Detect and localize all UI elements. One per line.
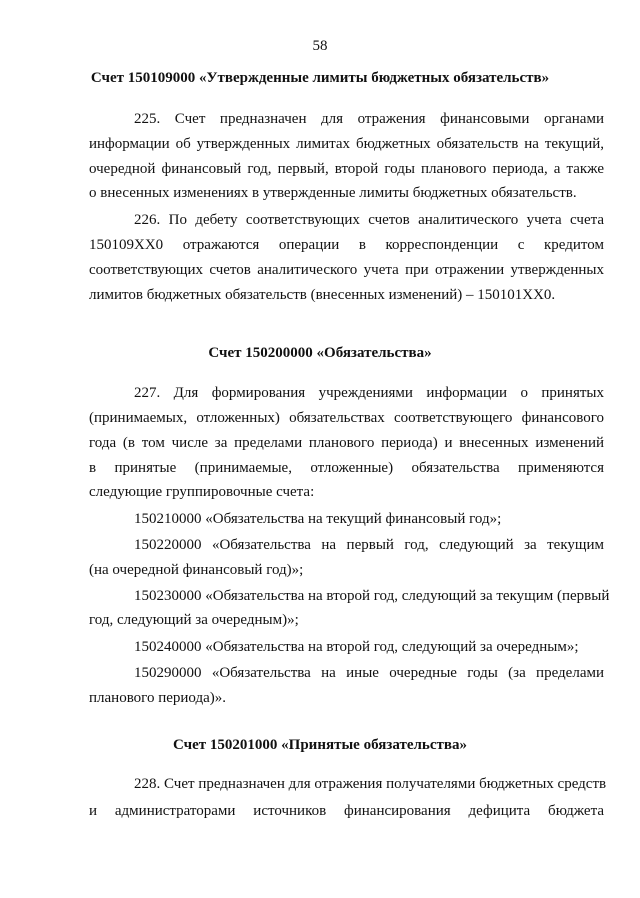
paragraph-line: года (в том числе за пределами планового периода) и внесенных изменений [89,435,604,451]
paragraph-line: 150109ХХ0 отражаются операции в корреспонденции с кредитом [89,237,604,253]
section-heading: Счет 150201000 «Принятые обязательства» [173,737,467,753]
paragraph-line: 150290000 «Обязательства на иные очередные годы (за пределами [134,665,604,681]
paragraph-line: и администраторами источников финансирования дефицита бюджета [89,803,604,819]
paragraph-line: следующие группировочные счета: [89,484,315,500]
paragraph-line: год, следующий за очередным)»; [89,612,299,628]
paragraph-line: информации об утвержденных лимитах бюджетных обязательств на текущий, [89,136,604,152]
page-number: 58 [312,38,328,54]
paragraph-line: 150210000 «Обязательства на текущий финансовый год»; [134,511,502,527]
paragraph-line: (принимаемых, отложенных) обязательствах соответствующего финансового [89,410,604,426]
section-heading: Счет 150200000 «Обязательства» [208,345,432,361]
paragraph-line: 225. Счет предназначен для отражения финансовыми органами [134,111,604,127]
paragraph-line: лимитов бюджетных обязательств (внесенных изменений) – 150101ХХ0. [89,287,556,303]
paragraph-line: 150240000 «Обязательства на второй год, следующий за очередным»; [134,639,579,655]
paragraph-line: очередной финансовый год, первый, второй годы планового периода, а также [89,161,604,177]
paragraph-line: планового периода)». [89,690,227,706]
paragraph-line: соответствующих счетов аналитического учета при отражении утвержденных [89,262,604,278]
paragraph-line: о внесенных изменениях в утвержденные лимиты бюджетных обязательств. [89,185,577,201]
paragraph-line: в принятые (принимаемые, отложенные) обязательства применяются [89,460,604,476]
paragraph-line: 150220000 «Обязательства на первый год, следующий за текущим [134,537,604,553]
paragraph-line: 227. Для формирования учреждениями информации о принятых [134,385,604,401]
paragraph-line: 150230000 «Обязательства на второй год, следующий за текущим (первый [134,588,610,604]
section-heading: Счет 150109000 «Утвержденные лимиты бюджетных обязательств» [90,70,550,86]
paragraph-line: 228. Счет предназначен для отражения получателями бюджетных средств [134,776,607,792]
paragraph-line: 226. По дебету соответствующих счетов аналитического учета счета [134,212,604,228]
paragraph-line: (на очередной финансовый год)»; [89,562,304,578]
